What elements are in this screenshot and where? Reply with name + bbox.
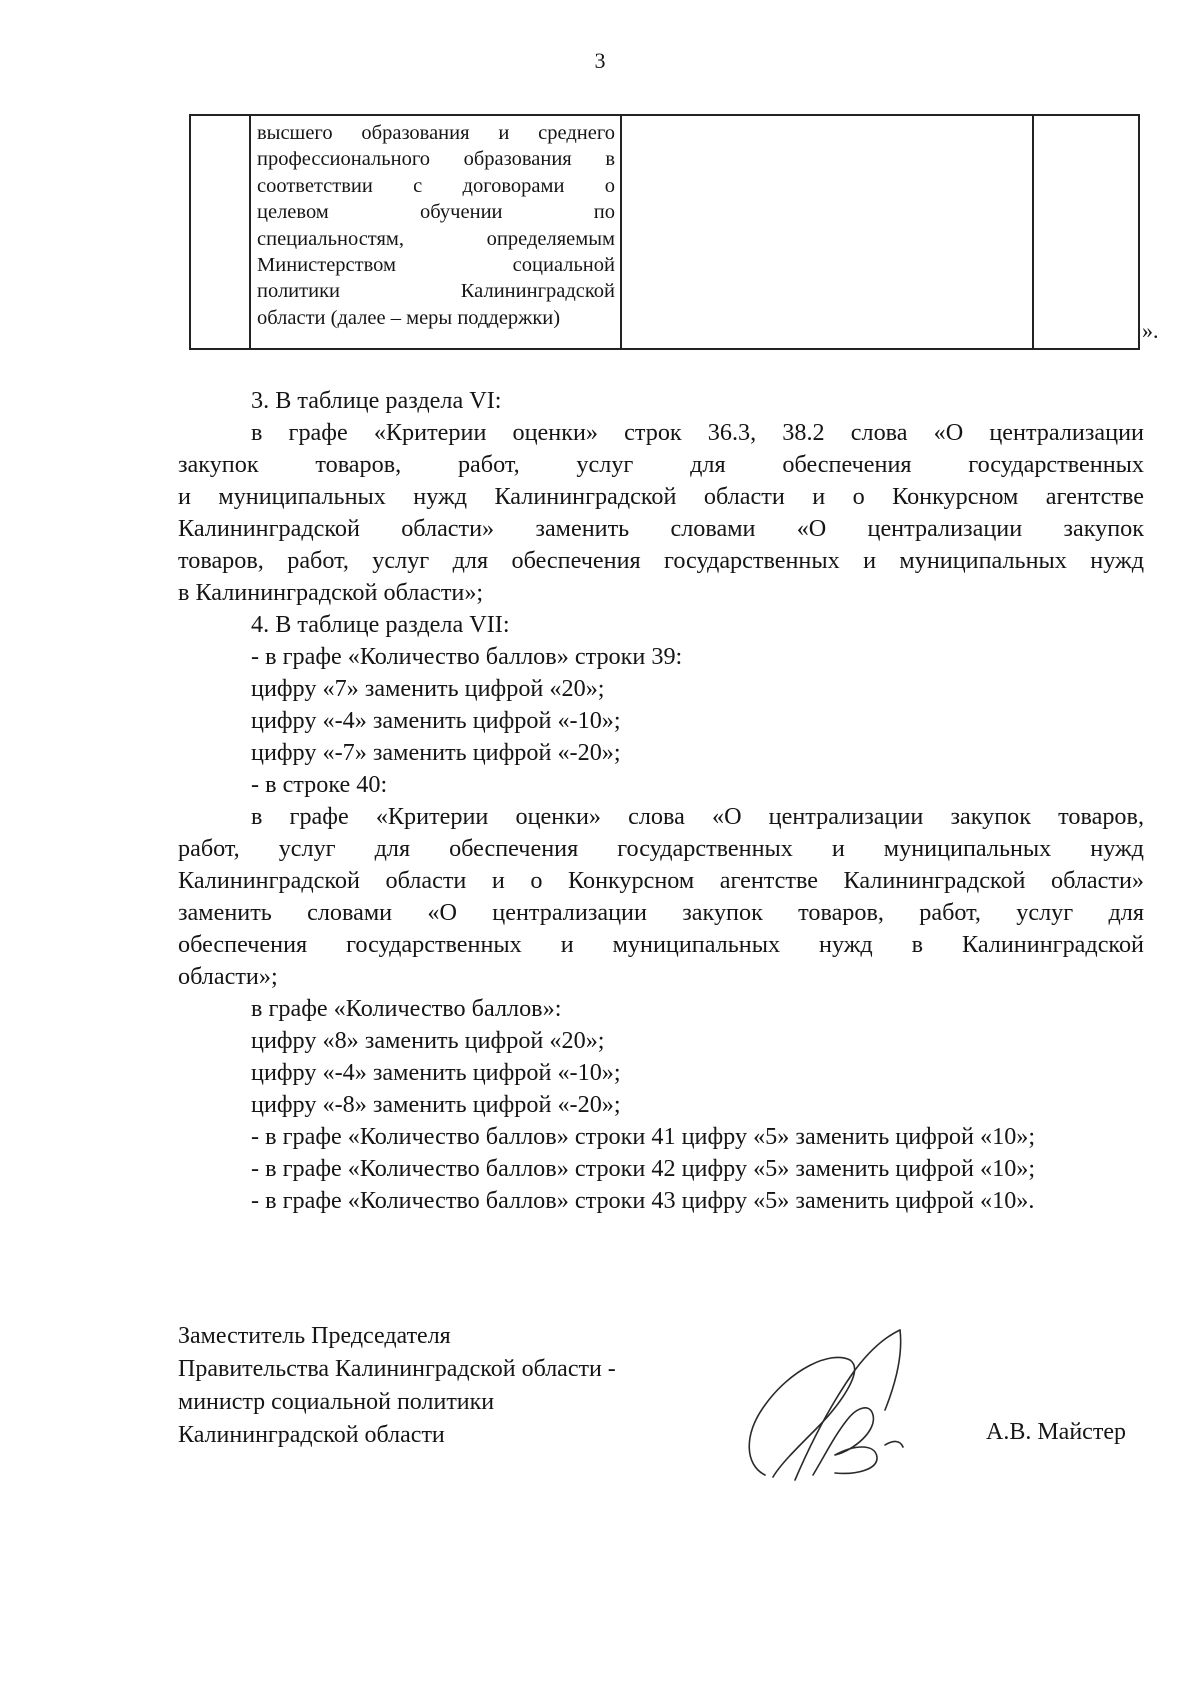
signer-title-line: Заместитель Председателя (178, 1323, 451, 1349)
paragraph: цифру «-4» заменить цифрой «-10»; (251, 1059, 621, 1086)
paragraph: цифру «8» заменить цифрой «20»; (251, 1027, 605, 1054)
table-cell-text (257, 120, 615, 331)
paragraph: цифру «-8» заменить цифрой «-20»; (251, 1091, 621, 1118)
table-cell-line: Министерством социальной (257, 254, 615, 277)
paragraph-line: в графе «Критерии оценки» слова «О централизации закупок товаров, (251, 803, 1144, 830)
signer-title-line: Калининградской области (178, 1422, 445, 1448)
paragraph: - в строке 40: (251, 771, 388, 798)
paragraph: 3. В таблице раздела VI: (251, 387, 502, 414)
table-cell-line: политики Калининградской (257, 280, 615, 303)
paragraph-line: Калининградской области и о Конкурсном агентстве Калининградской области» (178, 867, 1144, 894)
paragraph-line: закупок товаров, работ, услуг для обеспечения государственных (178, 451, 1144, 478)
paragraph: цифру «7» заменить цифрой «20»; (251, 675, 605, 702)
paragraph: - в графе «Количество баллов» строки 43 цифру «5» заменить цифрой «10». (251, 1187, 1035, 1214)
paragraph: - в графе «Количество баллов» строки 39: (251, 643, 683, 670)
paragraph-line: обеспечения государственных и муниципальных нужд в Калининградской (178, 931, 1144, 958)
paragraph-line: заменить словами «О централизации закупок товаров, работ, услуг для (178, 899, 1144, 926)
paragraph: в графе «Количество баллов»: (251, 995, 562, 1022)
document-body (178, 385, 1144, 1217)
paragraph-line: товаров, работ, услуг для обеспечения государственных и муниципальных нужд (178, 547, 1144, 574)
continued-table (189, 114, 1140, 350)
signer-name: А.В. Майстер (986, 1419, 1126, 1445)
page-number: 3 (594, 48, 606, 73)
paragraph: - в графе «Количество баллов» строки 41 цифру «5» заменить цифрой «10»; (251, 1123, 1036, 1150)
table-column-divider (620, 116, 622, 348)
paragraph: 4. В таблице раздела VII: (251, 611, 510, 638)
signer-title (178, 1320, 616, 1452)
paragraph-line: в Калининградской области»; (178, 579, 484, 606)
paragraph: цифру «-4» заменить цифрой «-10»; (251, 707, 621, 734)
table-column-divider (1032, 116, 1034, 348)
table-cell-line: профессионального образования в (257, 148, 615, 171)
signer-title-line: Правительства Калининградской области - (178, 1356, 616, 1382)
paragraph-line: в графе «Критерии оценки» строк 36.3, 38.2 слова «О централизации (251, 419, 1144, 446)
paragraph-line: Калининградской области» заменить словами «О централизации закупок (178, 515, 1144, 542)
table-cell-line: соответствии с договорами о (257, 174, 615, 197)
closing-quote: ». (1142, 318, 1159, 343)
table-cell-line: целевом обучении по (257, 201, 615, 224)
signer-title-line: министр социальной политики (178, 1389, 495, 1415)
table-column-divider (249, 116, 251, 348)
handwritten-signature (735, 1325, 925, 1490)
paragraph-line: работ, услуг для обеспечения государственных и муниципальных нужд (178, 835, 1144, 862)
table-cell-line: области (далее – меры поддержки) (257, 306, 561, 329)
paragraph-line: и муниципальных нужд Калининградской области и о Конкурсном агентстве (178, 483, 1144, 510)
table-cell-line: специальностям, определяемым (257, 227, 615, 250)
paragraph-line: области»; (178, 963, 278, 990)
paragraph: - в графе «Количество баллов» строки 42 цифру «5» заменить цифрой «10»; (251, 1155, 1036, 1182)
table-cell-line: высшего образования и среднего (257, 122, 615, 144)
paragraph: цифру «-7» заменить цифрой «-20»; (251, 739, 621, 766)
